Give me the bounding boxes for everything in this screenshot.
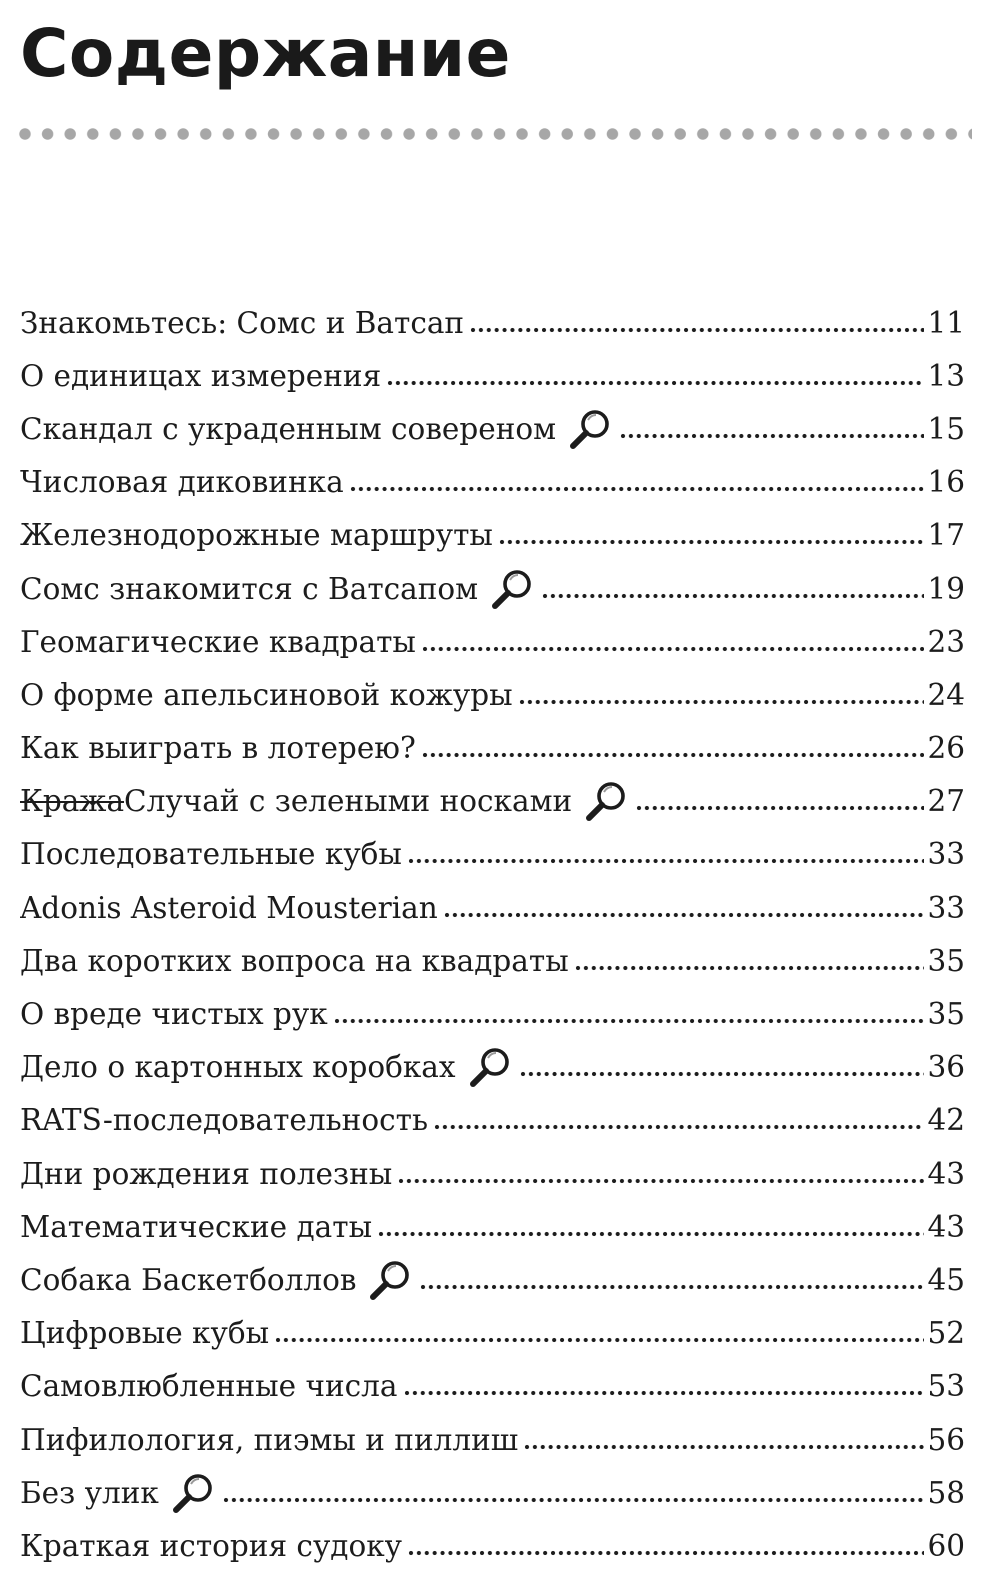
- toc-entry-title-text: Как выиграть в лотерею?: [20, 731, 416, 766]
- toc-entry[interactable]: [20, 668, 965, 721]
- toc-entry-title: [20, 891, 438, 925]
- dot-leader: [575, 965, 925, 971]
- toc-entry-title: [20, 1256, 414, 1304]
- toc-entry-title-text: О вреде чистых рук: [20, 997, 328, 1032]
- magnifying-glass-icon: [566, 405, 614, 453]
- toc-entry-title: [20, 1043, 514, 1091]
- toc-entry-title: [20, 359, 381, 393]
- toc-entry[interactable]: [20, 775, 965, 828]
- magnifying-glass-icon: [466, 1043, 514, 1091]
- toc-entry[interactable]: [20, 562, 965, 615]
- dot-leader: [350, 486, 925, 492]
- magnifying-glass-icon: [169, 1469, 217, 1517]
- toc-entry-title: [20, 777, 630, 825]
- dot-leader: [334, 1018, 925, 1024]
- toc-entry-title-text: Сомс знакомится с Ватсапом: [20, 571, 479, 606]
- dot-leader: [387, 380, 924, 386]
- toc-entry-title-text: Случай с зелеными носками: [124, 784, 573, 819]
- toc-entry-title-text: Скандал с украденным совереном: [20, 411, 557, 446]
- toc-entry-title: [20, 306, 464, 340]
- toc-entry-title-text: Математические даты: [20, 1209, 373, 1244]
- toc-entry[interactable]: [20, 615, 965, 668]
- toc-entry[interactable]: [20, 1253, 965, 1306]
- dot-leader: [524, 1444, 924, 1450]
- toc-entry-title: [20, 565, 536, 613]
- dotted-divider: [18, 127, 972, 141]
- toc-entry-title: [20, 944, 569, 978]
- toc-entry[interactable]: [20, 881, 965, 934]
- toc-entry[interactable]: [20, 1041, 965, 1094]
- toc-entry-title-text: Самовлюбленные числа: [20, 1369, 398, 1404]
- toc-entry-title: [20, 518, 493, 552]
- dot-leader: [542, 593, 924, 599]
- dot-leader: [620, 433, 924, 439]
- dot-leader: [444, 912, 925, 918]
- toc-entry-page-number: 52: [927, 1316, 965, 1351]
- toc-entry-title-text: О форме апельсиновой кожуры: [20, 677, 513, 712]
- dot-leader: [636, 805, 924, 811]
- toc-entry-page-number: 26: [927, 731, 965, 766]
- magnifying-glass-icon: [488, 565, 536, 613]
- dot-leader: [398, 1178, 924, 1184]
- dot-leader: [223, 1497, 925, 1503]
- toc-entry-page-number: 16: [927, 465, 965, 500]
- toc-entry-title: [20, 1103, 428, 1137]
- toc-entry-title: [20, 405, 614, 453]
- toc-entry-title-text: Цифровые кубы: [20, 1316, 270, 1351]
- dot-leader: [422, 752, 925, 758]
- toc-entry-page-number: 27: [927, 784, 965, 819]
- toc-entry-page-number: 56: [927, 1422, 965, 1457]
- dot-leader: [408, 1550, 924, 1556]
- toc-entry-title: [20, 837, 402, 871]
- toc-entry[interactable]: [20, 509, 965, 562]
- dot-leader: [520, 1071, 925, 1077]
- toc-entry[interactable]: [20, 296, 965, 349]
- toc-entry-page-number: 19: [927, 571, 965, 606]
- table-of-contents: [20, 296, 965, 1573]
- toc-entry-page-number: 35: [927, 997, 965, 1032]
- toc-entry-title-text: Последовательные кубы: [20, 837, 402, 872]
- toc-entry-title-text: Без улик: [20, 1475, 159, 1510]
- toc-entry[interactable]: [20, 934, 965, 987]
- toc-entry-title-text: Краткая история судоку: [20, 1528, 403, 1563]
- toc-entry-title-text: Числовая диковинка: [20, 465, 344, 500]
- toc-entry-page-number: 43: [927, 1156, 965, 1191]
- toc-entry-title: [20, 1469, 217, 1517]
- toc-entry-page-number: 17: [927, 518, 965, 553]
- toc-entry-title-text: Дело о картонных коробках: [20, 1050, 456, 1085]
- dot-leader: [519, 699, 925, 705]
- toc-entry[interactable]: [20, 1307, 965, 1360]
- toc-entry-title: [20, 1210, 372, 1244]
- toc-entry-title-text: Собака Баскетболлов: [20, 1262, 357, 1297]
- toc-entry-page-number: 11: [927, 305, 965, 340]
- toc-entry-title: [20, 1369, 398, 1403]
- dot-leader: [275, 1337, 924, 1343]
- dot-leader: [378, 1231, 924, 1237]
- dot-leader: [408, 858, 925, 864]
- toc-entry-page-number: 15: [927, 411, 965, 446]
- toc-entry-page-number: 36: [927, 1050, 965, 1085]
- toc-entry-title: [20, 465, 344, 499]
- toc-entry-page-number: 24: [927, 677, 965, 712]
- toc-entry-title: [20, 1529, 402, 1563]
- struck-through-text: Кража: [20, 784, 125, 819]
- toc-entry-title-text: Геомагические квадраты: [20, 624, 416, 659]
- toc-entry-title-text: Дни рождения полезны: [20, 1156, 393, 1191]
- toc-entry-title: [20, 1423, 518, 1457]
- toc-entry-title-text: Знакомьтесь: Сомс и Ватсап: [20, 305, 465, 340]
- toc-entry-page-number: 33: [927, 837, 965, 872]
- toc-entry-page-number: 35: [927, 943, 965, 978]
- toc-entry[interactable]: [20, 1413, 965, 1466]
- toc-entry[interactable]: [20, 1147, 965, 1200]
- toc-entry-title-text: О единицах измерения: [20, 358, 382, 393]
- toc-entry-title: [20, 1157, 392, 1191]
- toc-entry[interactable]: [20, 402, 965, 455]
- toc-entry[interactable]: [20, 1519, 965, 1572]
- toc-entry-title-text: Железнодорожные маршруты: [20, 518, 493, 553]
- toc-entry-title: [20, 678, 513, 712]
- toc-entry-title: [20, 731, 416, 765]
- toc-entry[interactable]: [20, 828, 965, 881]
- toc-entry-page-number: 13: [927, 358, 965, 393]
- dot-leader: [422, 646, 925, 652]
- toc-entry-title-text: Adonis Asteroid Mousterian: [20, 890, 438, 925]
- toc-entry[interactable]: [20, 349, 965, 402]
- toc-entry[interactable]: [20, 1360, 965, 1413]
- toc-entry-page-number: 53: [927, 1369, 965, 1404]
- toc-entry-title: [20, 625, 416, 659]
- dot-leader: [404, 1390, 925, 1396]
- page-title: Содержание: [20, 15, 511, 92]
- dot-leader: [499, 539, 925, 545]
- toc-entry-page-number: 33: [927, 890, 965, 925]
- toc-entry[interactable]: [20, 456, 965, 509]
- toc-entry-page-number: 45: [927, 1262, 965, 1297]
- dot-leader: [470, 327, 924, 333]
- toc-entry[interactable]: [20, 722, 965, 775]
- toc-entry-page-number: 60: [927, 1528, 965, 1563]
- toc-entry[interactable]: [20, 1466, 965, 1519]
- dot-leader: [434, 1124, 924, 1130]
- dot-leader: [420, 1284, 924, 1290]
- magnifying-glass-icon: [582, 777, 630, 825]
- toc-entry[interactable]: [20, 1094, 965, 1147]
- toc-entry-title: [20, 997, 328, 1031]
- toc-entry-title-text: RATS-последовательность: [20, 1103, 429, 1138]
- toc-entry-page-number: 58: [927, 1475, 965, 1510]
- toc-entry-page-number: 43: [927, 1209, 965, 1244]
- toc-entry-page-number: 42: [927, 1103, 965, 1138]
- toc-entry-title: [20, 1316, 269, 1350]
- toc-entry[interactable]: [20, 1200, 965, 1253]
- toc-entry-title-text: Два коротких вопроса на квадраты: [20, 943, 569, 978]
- toc-entry-page-number: 23: [927, 624, 965, 659]
- toc-entry[interactable]: [20, 987, 965, 1040]
- magnifying-glass-icon: [366, 1256, 414, 1304]
- toc-entry-title-text: Пифилология, пиэмы и пиллиш: [20, 1422, 519, 1457]
